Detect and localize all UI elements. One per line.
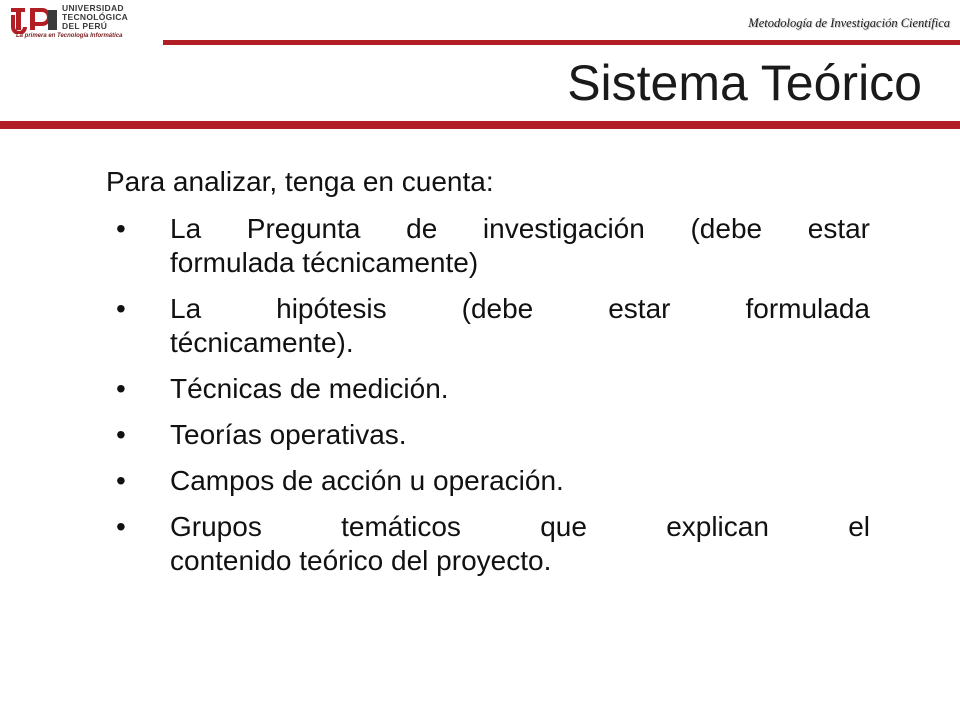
title-red-band: [0, 121, 960, 129]
bullet-list: [106, 212, 870, 590]
list-item: [106, 212, 870, 280]
list-item: [106, 510, 870, 578]
list-item: [106, 464, 870, 498]
bullet-icon: •: [116, 213, 126, 244]
bullet-text: formulada técnicamente): [170, 247, 479, 278]
logo-line: UNIVERSIDAD: [62, 3, 124, 13]
bullet-text: Teorías operativas.: [170, 419, 407, 450]
intro-text: Para analizar, tenga en cuenta:: [106, 166, 494, 197]
bullet-icon: •: [116, 293, 126, 324]
bullet-icon: •: [116, 419, 126, 450]
bullet-text: Campos de acción u operación.: [170, 465, 564, 496]
bullet-icon: •: [116, 511, 126, 542]
list-item: [106, 292, 870, 360]
bullet-icon: •: [116, 373, 126, 404]
logo-wordmark: [62, 4, 128, 31]
header-red-band: [163, 40, 960, 45]
bullet-text: Grupos temáticos que explican el: [170, 511, 870, 542]
course-name: Metodología de Investigación Científica: [748, 16, 950, 30]
slide-title: Sistema Teórico: [567, 55, 922, 111]
bullet-icon: •: [116, 465, 126, 496]
bullet-text: Técnicas de medición.: [170, 373, 449, 404]
list-item: [106, 418, 870, 452]
logo-line: TECNOLÓGICA: [62, 12, 129, 22]
bullet-text: técnicamente).: [170, 327, 354, 358]
utp-emblem-icon: [10, 6, 58, 34]
bullet-text: La hipótesis (debe estar formulada: [170, 293, 870, 324]
bullet-text: contenido teórico del proyecto.: [170, 545, 552, 576]
list-item: [106, 372, 870, 406]
bullet-text: La Pregunta de investigación (debe estar: [170, 213, 870, 244]
logo-tagline: La primera en Tecnología Informática: [16, 33, 123, 39]
logo-line: DEL PERÚ: [62, 21, 108, 31]
university-logo: [10, 4, 160, 38]
